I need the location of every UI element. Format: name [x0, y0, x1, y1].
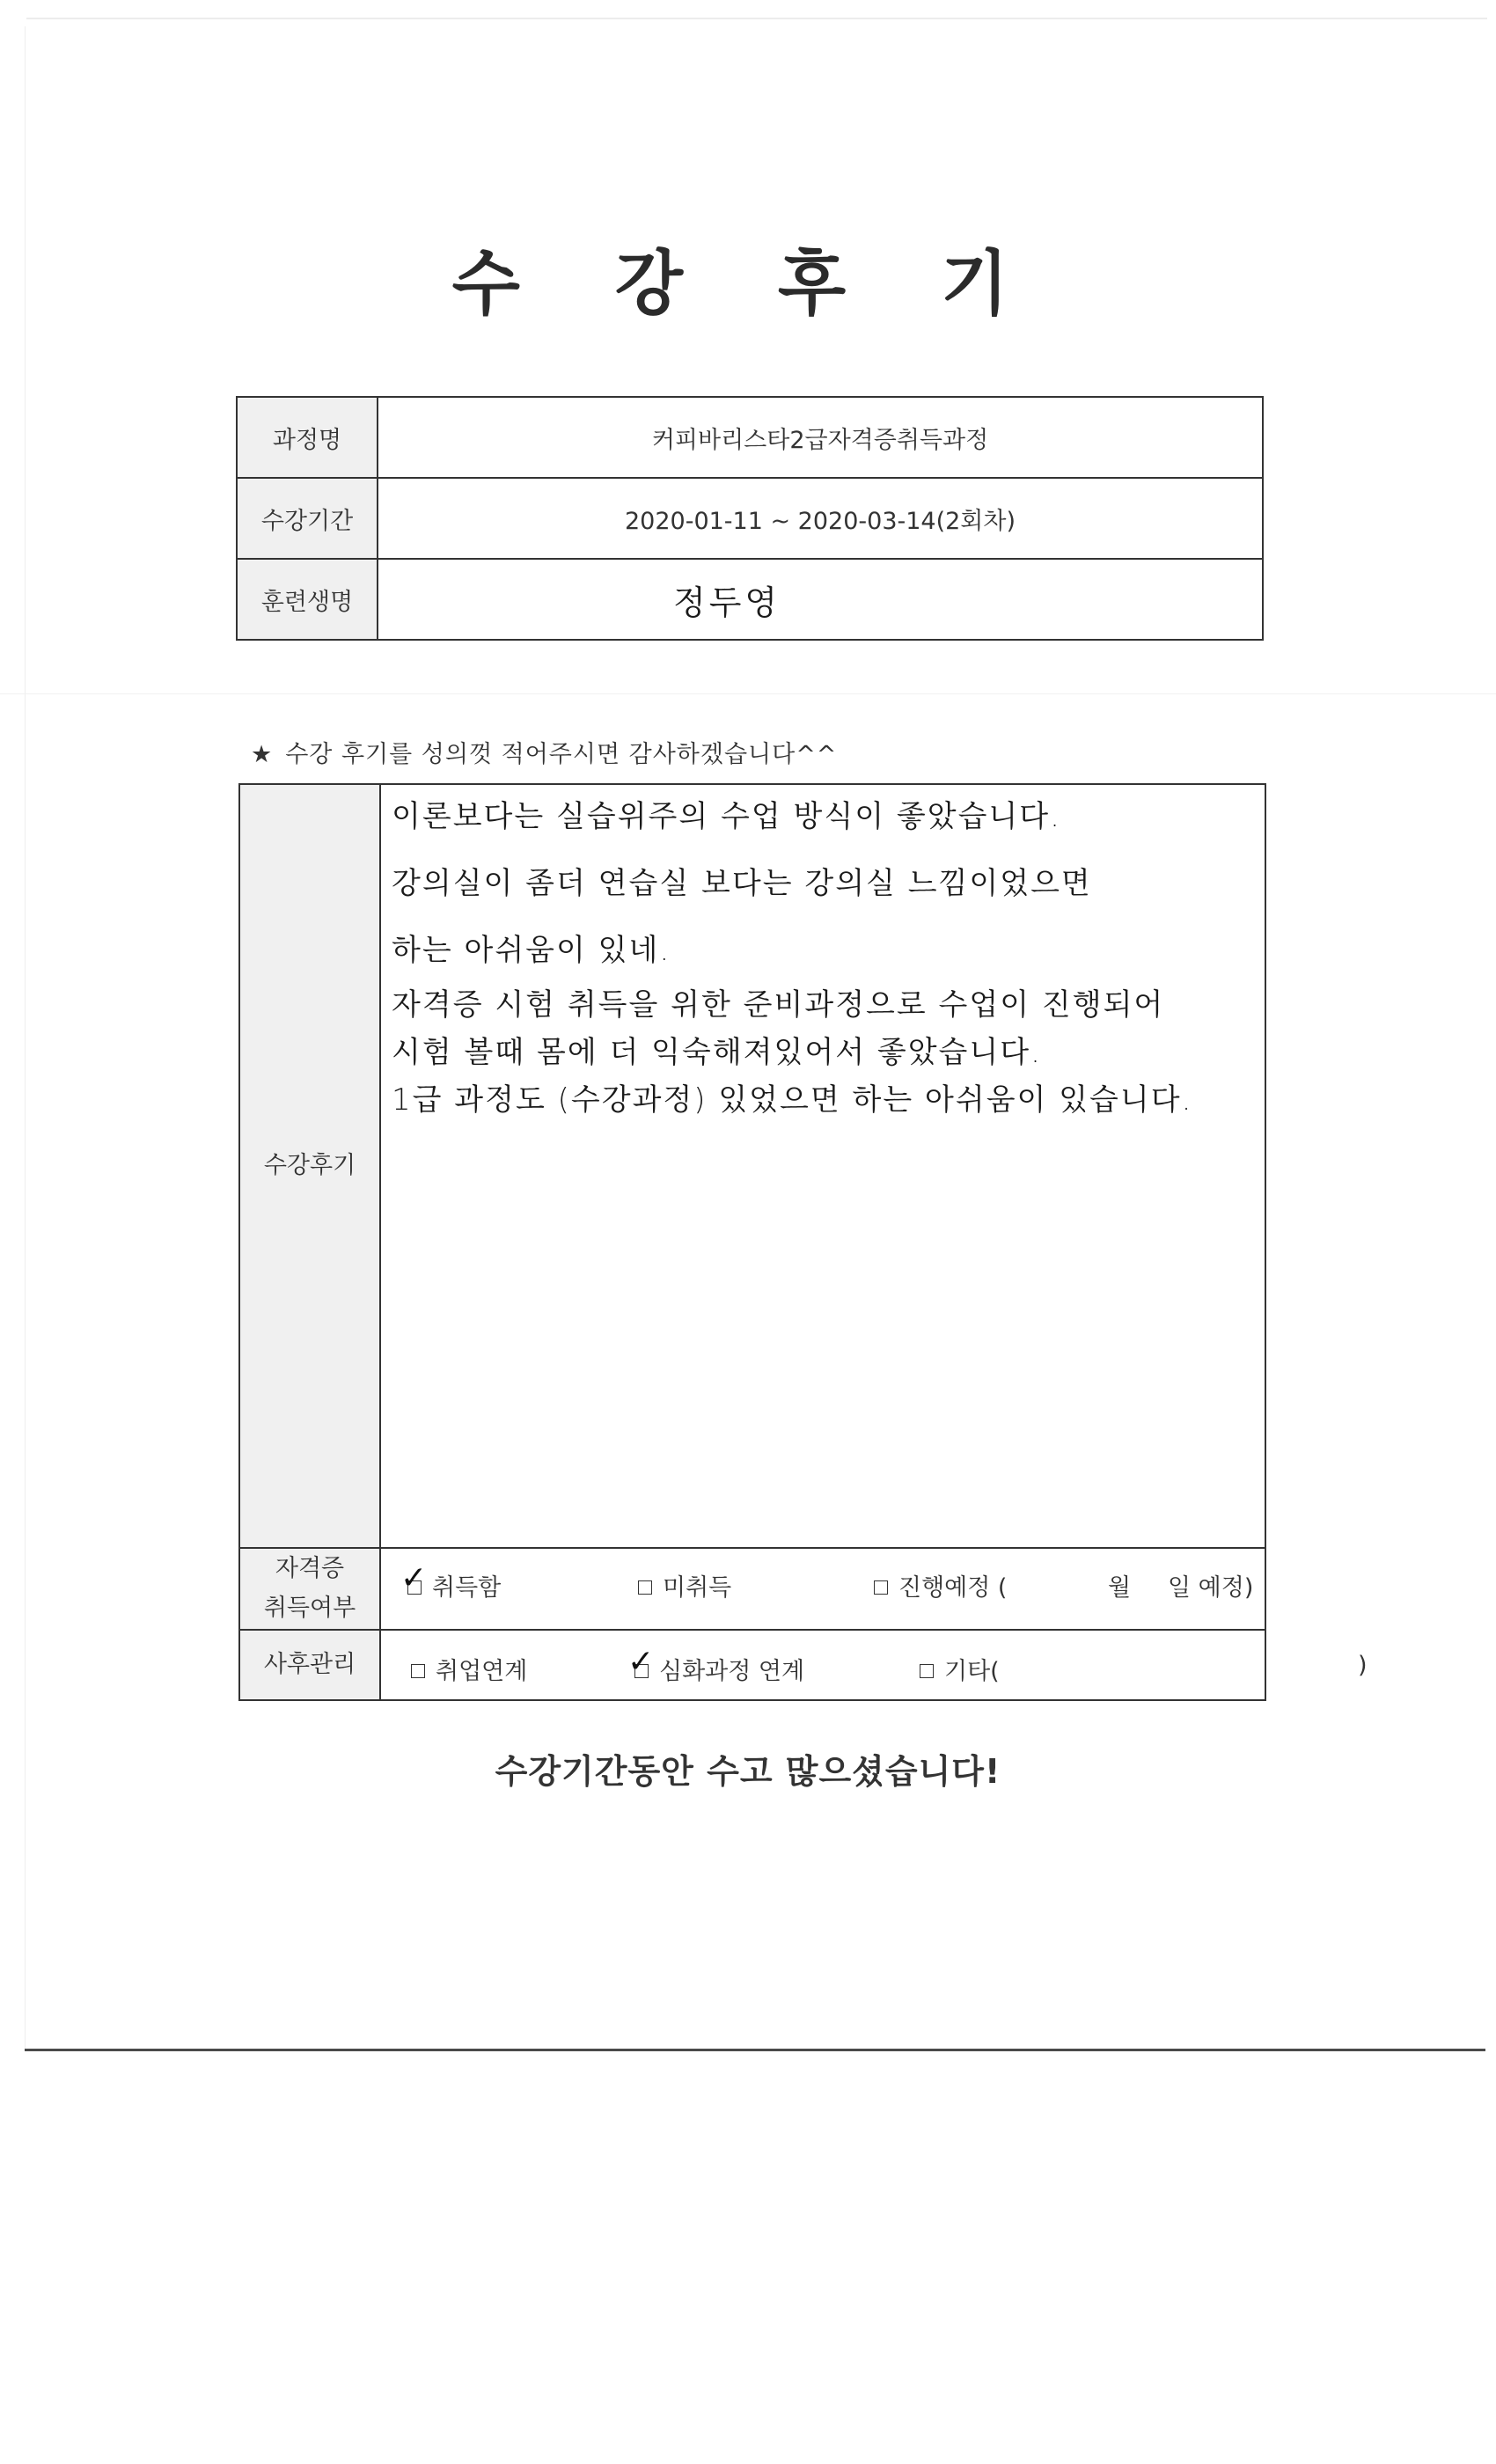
- fold-line: [0, 693, 1496, 694]
- aftercare-options: [380, 1630, 1368, 1700]
- checkbox-icon[interactable]: [920, 1664, 934, 1678]
- review-body: [380, 784, 1265, 1548]
- closing-message: 수강기간동안 수고 많으셨습니다!: [495, 1752, 1001, 1791]
- period-value: 2020-01-11 ~ 2020-03-14(2회차): [378, 478, 1263, 559]
- trainee-handwritten-name: 정두영: [673, 583, 781, 622]
- review-line: 자격증 시험 취득을 위한 준비과정으로 수업이 진행되어: [392, 987, 1165, 1023]
- trainee-value-cell: [378, 559, 1263, 640]
- aftercare-option-job[interactable]: 취업연계: [411, 1652, 527, 1686]
- course-row: [237, 397, 1263, 478]
- checkbox-icon[interactable]: [874, 1580, 888, 1595]
- review-line: 1급 과정도 (수강과정) 있었으면 하는 아쉬움이 있습니다.: [392, 1082, 1193, 1118]
- review-line: 강의실이 좀더 연습실 보다는 강의실 느낌이었으면: [392, 866, 1092, 901]
- cert-row: [239, 1548, 1265, 1630]
- notice-text: [251, 735, 837, 769]
- scan-edge-top: [26, 18, 1487, 19]
- review-label: 수강후기: [239, 784, 380, 1548]
- review-line: 시험 볼때 몸에 더 익숙해져있어서 좋았습니다.: [392, 1035, 1042, 1070]
- star-icon: ★: [251, 741, 274, 768]
- cert-option-acquired[interactable]: ✓ 취득함: [400, 1560, 502, 1602]
- aftercare-row: [239, 1630, 1265, 1700]
- period-row: [237, 478, 1263, 559]
- cert-options: [380, 1548, 1265, 1630]
- course-info-table: [236, 396, 1264, 641]
- course-value: 커피바리스타2급자격증취득과정: [378, 397, 1263, 478]
- aftercare-other-close: ): [1358, 1652, 1368, 1680]
- cert-label: [239, 1548, 380, 1630]
- review-row: [239, 784, 1265, 1548]
- cert-month-label: 월: [1108, 1574, 1132, 1602]
- scan-edge-bottom: [25, 2049, 1485, 2051]
- course-label: 과정명: [237, 397, 378, 478]
- aftercare-option-advanced[interactable]: ✓ 심화과정 연계: [627, 1644, 805, 1686]
- cert-option-scheduled[interactable]: 진행예정 (: [874, 1568, 1007, 1602]
- review-table: [238, 783, 1368, 1701]
- cert-option-not-acquired[interactable]: 미취득: [638, 1568, 731, 1602]
- aftercare-label: 사후관리: [239, 1630, 380, 1700]
- trainee-row: [237, 559, 1263, 640]
- notice-label: 수강 후기를 성의껏 적어주시면 감사하겠습니다^^: [285, 741, 838, 768]
- page-title: 수 강 후 기: [451, 243, 1045, 325]
- checkmark-icon: ✓: [627, 1644, 655, 1681]
- checkbox-icon[interactable]: [638, 1580, 652, 1595]
- cert-label-line2: 취득여부: [263, 1594, 356, 1622]
- review-line: 이론보다는 실습위주의 수업 방식이 좋았습니다.: [392, 799, 1061, 834]
- checkbox-icon[interactable]: [411, 1664, 425, 1678]
- checkmark-icon: ✓: [400, 1560, 428, 1596]
- review-line: 하는 아쉬움이 있네.: [392, 933, 671, 968]
- cert-day-label: 일 예정): [1168, 1574, 1254, 1602]
- aftercare-option-other[interactable]: 기타(: [920, 1652, 1000, 1686]
- cert-label-line1: 자격증: [275, 1555, 345, 1582]
- period-label: 수강기간: [237, 478, 378, 559]
- trainee-label: 훈련생명: [237, 559, 378, 640]
